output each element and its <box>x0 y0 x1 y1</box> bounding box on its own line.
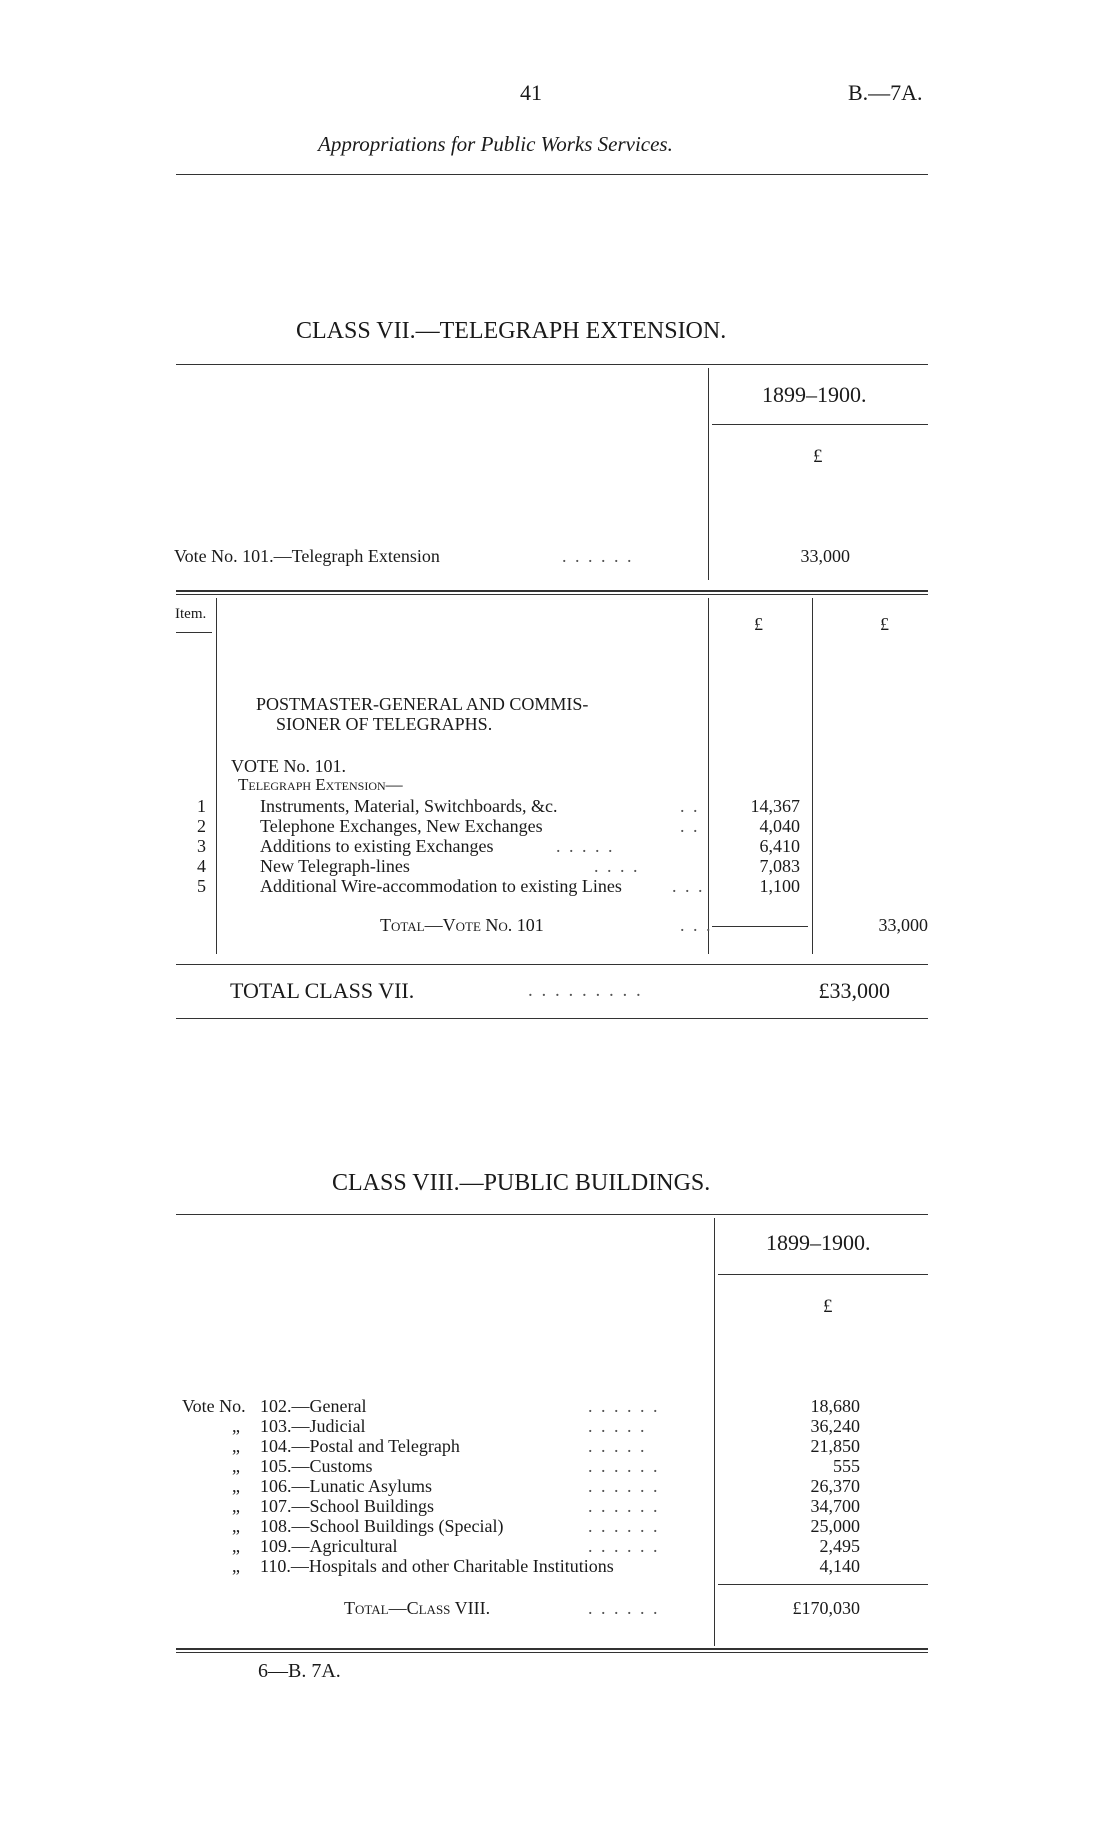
class8-year-rule <box>718 1274 928 1275</box>
item-amount: 14,367 <box>750 796 800 816</box>
class8-total-label: Total—Class VIII. <box>344 1598 491 1618</box>
item-leader-dots: . . . <box>672 876 705 896</box>
vote-amount: 21,850 <box>810 1436 860 1456</box>
vote-leader-dots: . . . . . . <box>588 1536 660 1556</box>
item-amount: 1,100 <box>759 876 800 896</box>
item-number: 3 <box>197 836 206 856</box>
class8-top-rule <box>176 1214 928 1215</box>
vote-prefix: „ <box>232 1436 240 1456</box>
item-leader-dots: . . <box>680 816 700 836</box>
vote-prefix: „ <box>232 1476 240 1496</box>
class7-total-rule-top <box>176 964 928 965</box>
printer-signature: 6—B. 7A. <box>258 1660 341 1682</box>
class7-top-rule <box>176 364 928 365</box>
vote-prefix: „ <box>232 1516 240 1536</box>
class7-year-rule <box>712 424 928 425</box>
item-description: Additional Wire-accommodation to existing Lines <box>260 876 622 896</box>
department-heading-line1: POSTMASTER-GENERAL AND COMMIS- <box>256 694 589 714</box>
vote-amount: 34,700 <box>810 1496 860 1516</box>
vote-amount: 555 <box>833 1456 860 1476</box>
item-amount: 7,083 <box>759 856 800 876</box>
item-column-rule <box>216 598 217 954</box>
vote-prefix: „ <box>232 1416 240 1436</box>
class7-year-heading: 1899–1900. <box>762 382 867 407</box>
vote-leader-dots: . . . . . . <box>588 1396 660 1416</box>
item-leader-dots: . . . . <box>594 856 640 876</box>
vote-amount: 25,000 <box>810 1516 860 1536</box>
item-amount: 6,410 <box>759 836 800 856</box>
vote-leader-dots: . . . . . <box>588 1436 647 1456</box>
item-description: New Telegraph-lines <box>260 856 410 876</box>
vote-description: 107.—School Buildings <box>260 1496 435 1516</box>
vote-amount: 36,240 <box>810 1416 860 1436</box>
item-leader-dots: . . <box>680 796 700 816</box>
vote-description: 104.—Postal and Telegraph <box>260 1436 460 1456</box>
item-header-underline <box>176 632 212 633</box>
vote-description: 102.—General <box>260 1396 367 1416</box>
vote-description: 110.—Hospitals and other Charitable Institutions <box>260 1556 614 1576</box>
class7-vote-label: Vote No. 101.—Telegraph Extension <box>174 546 440 566</box>
vote-leader-dots: . . . . . . <box>588 1456 660 1476</box>
class8-total-leader-dots: . . . . . . <box>588 1598 660 1618</box>
total-vote-leader-dots: . . . <box>680 915 713 935</box>
vote-leader-dots: . . . . . . <box>588 1516 660 1536</box>
class8-bottom-rule <box>176 1648 928 1650</box>
item-leader-dots: . . . . . <box>556 836 615 856</box>
header-rule <box>176 174 928 175</box>
vote-prefix: „ <box>232 1456 240 1476</box>
amount-column-rule-1 <box>708 598 709 954</box>
vote-prefix: „ <box>232 1556 240 1576</box>
class7-total-rule-bottom <box>176 1018 928 1019</box>
class7-total-leader-dots: . . . . . . . . . <box>528 980 643 1001</box>
vote-leader-dots: . . . . . . <box>588 1496 660 1516</box>
class8-year-heading: 1899–1900. <box>766 1230 871 1255</box>
total-vote-label: Total—Vote No. 101 <box>380 915 544 935</box>
class8-bottom-rule-2 <box>176 1652 928 1653</box>
item-number: 5 <box>197 876 206 896</box>
class7-year-column-rule <box>708 368 709 580</box>
amount-column-rule-2 <box>812 598 813 954</box>
class8-year-column-rule <box>714 1218 715 1646</box>
class8-heading: CLASS VIII.—PUBLIC BUILDINGS. <box>332 1170 711 1196</box>
vote-description: 103.—Judicial <box>260 1416 366 1436</box>
total-vote-amount: 33,000 <box>878 915 928 935</box>
item-column-header: Item. <box>175 606 207 622</box>
vote-leader-dots: . . . . . . <box>588 1476 660 1496</box>
class7-heading: CLASS VII.—TELEGRAPH EXTENSION. <box>296 318 727 344</box>
column-currency-2: £ <box>880 614 889 634</box>
item-description: Instruments, Material, Switchboards, &c. <box>260 796 558 816</box>
item-number: 4 <box>197 856 206 876</box>
vote-prefix: Vote No. <box>182 1396 246 1416</box>
vote-prefix: „ <box>232 1496 240 1516</box>
running-title: Appropriations for Public Works Services. <box>318 132 673 156</box>
class8-total-amount: £170,030 <box>792 1598 860 1618</box>
vote-description: 109.—Agricultural <box>260 1536 398 1556</box>
class8-currency: £ <box>823 1296 833 1317</box>
vote-description: 106.—Lunatic Asylums <box>260 1476 432 1496</box>
department-heading-line2: SIONER OF TELEGRAPHS. <box>276 714 493 734</box>
vote-amount: 4,140 <box>819 1556 860 1576</box>
class7-vote-amount: 33,000 <box>800 546 850 566</box>
vote-amount: 2,495 <box>819 1536 860 1556</box>
vote-description: 105.—Customs <box>260 1456 373 1476</box>
class8-subtotal-rule <box>718 1584 928 1585</box>
class7-table-top-rule <box>176 590 928 592</box>
item-number: 2 <box>197 816 206 836</box>
class7-vote-leader-dots: . . . . . . <box>562 546 634 566</box>
vote-amount: 26,370 <box>810 1476 860 1496</box>
vote-prefix: „ <box>232 1536 240 1556</box>
vote-label: VOTE No. 101. <box>231 756 346 776</box>
class7-total-label: TOTAL CLASS VII. <box>230 978 415 1003</box>
document-reference: B.—7A. <box>848 80 923 105</box>
class7-total-amount: £33,000 <box>818 978 890 1003</box>
vote-description: 108.—School Buildings (Special) <box>260 1516 504 1536</box>
item-description: Telephone Exchanges, New Exchanges <box>260 816 543 836</box>
class7-currency: £ <box>813 446 823 467</box>
vote-leader-dots: . . . . . <box>588 1416 647 1436</box>
class7-table-top-rule-2 <box>176 594 928 595</box>
item-number: 1 <box>197 796 206 816</box>
item-description: Additions to existing Exchanges <box>260 836 494 856</box>
subhead-telegraph-extension: Telegraph Extension— <box>238 775 403 794</box>
column-currency-1: £ <box>754 614 763 634</box>
subtotal-rule <box>712 926 808 927</box>
page-number: 41 <box>520 80 542 105</box>
vote-amount: 18,680 <box>810 1396 860 1416</box>
item-amount: 4,040 <box>759 816 800 836</box>
